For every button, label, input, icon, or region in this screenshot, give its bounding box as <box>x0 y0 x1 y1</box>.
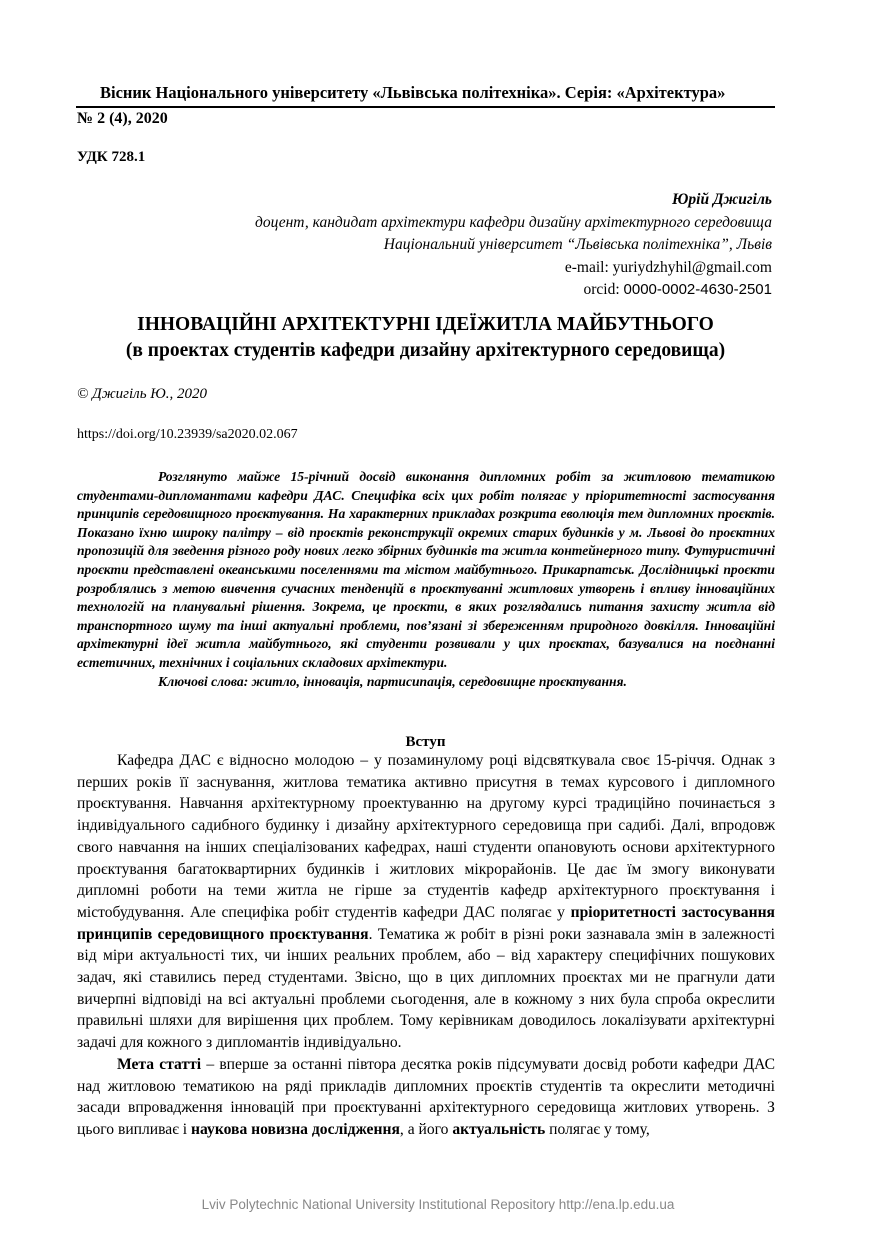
article-title <box>76 312 775 364</box>
abstract-text: Розглянуто майже 15-річний досвід виконання дипломних робіт за житловою тематикою студентами-дипломантами кафедри ДАС. Специфіка всіх цих робіт полягає у пріоритетності застосування принципів середовищного проєктування. На характерних прикладах розкрита еволюція тем дипломних проєктів. Показано їхню широку палітру – від проєктів реконструкції окремих старих будинків у м. Львові до проєктних пропозицій для зведення різного роду нових легко збірних будинків та житла контейнерного типу. Футуристичні проєкти представлені океанськими поселеннями та містом майбутнього. Прикарпатськ. Дослідницькі проєкти розроблялись з метою вивчення сучасних тенденцій в проєктуванні житлових утворень і впливу інноваційних технологій на планувальні рішення. Зокрема, це проєкти, в яких розглядались питання захисту житла від транспортного шуму та інші актуальні проблеми, пов’язані зі збереженням природного довкілля. Інноваційні архітектурні ідеї житла майбутнього, які студенти розвивали у цих проєктах, базувалися на поєднанні естетичних, технічних і соціальних складових архітектури. <box>77 469 775 670</box>
doi-link[interactable]: https://doi.org/10.23939/sa2020.02.067 <box>77 427 298 442</box>
abstract <box>77 468 775 691</box>
title-subtitle: (в проектах студентів кафедри дизайну архітектурного середовища) <box>125 340 726 361</box>
author-position: доцент, кандидат архітектури кафедри дизайну архітектурного середовища <box>255 213 772 231</box>
author-affiliation: Національний університет “Львівська політехніка”, Львів <box>383 236 772 253</box>
emphasis-priority: пріоритетності застосування принципів середовищного проєктування <box>77 903 775 943</box>
intro-body <box>77 750 775 1141</box>
title-main: ІННОВАЦІЙНІ АРХІТЕКТУРНІ ІДЕЇЖИТЛА МАЙБУТНЬОГО <box>137 314 714 335</box>
keywords: Ключові слова: житло, інновація, партисипація, середовищне проєктування. <box>158 673 627 689</box>
emphasis-aim: Мета статті <box>117 1055 202 1073</box>
udc-code: УДК 728.1 <box>77 149 146 165</box>
author-block <box>255 189 772 302</box>
orcid-label: orcid: <box>583 281 624 298</box>
journal-header: Вісник Національного університету «Львівська політехніка». Серія: «Архітектура» <box>100 83 726 102</box>
emphasis-novelty: наукова новизна дослідження <box>191 1120 400 1138</box>
author-email[interactable]: e-mail: yuriydzhyhil@gmail.com <box>564 258 772 276</box>
author-name: Юрій Джигіль <box>672 191 772 208</box>
section-heading-intro: Вступ <box>405 734 446 750</box>
intro-paragraph-1: Кафедра ДАС є відносно молодою – у позаминулому році відсвяткувала своє 15-річчя. Однак з перших років її заснування, житлова тематика активно присутня в темах курсового і дипломного проєктування. Навчання архітектурному проектуванню на другому курсі традиційно починається з індивідуального садибного будинку і дизайну архітектурного середовища при садибі. Далі, впродовж свого навчання на інших спеціалізованих кафедрах, наші студенти опановують основи архітектурного проєктування багатоквартирних будинків і житлових мікрорайонів. Це дає їм змогу виконувати дипломні роботи на теми житла не гірше за студентів кафедр архітектурного проєктування і містобудування. Але специфіка робіт студентів кафедри ДАС полягає у пріоритетності застосування принципів середовищного проєктування. Тематика ж робіт в різні роки зазнавала змін в залежності від міри актуальності тих, чи інших реальних проблем, або – від характеру специфічних пошукових задач, які ставились перед студентами. Звісно, що в цих дипломних проєктах ми не прагнули дати вичерпні відповіді на всі актуальні проблеми сьогодення, але в кожному з них була спроба окреслити правильні шляхи для вирішення цих проблем. Тому керівникам доводилось локалізувати архітектурні задачі для кожного з дипломантів індивідуально. <box>77 752 776 1052</box>
author-orcid <box>255 279 772 302</box>
header-divider <box>76 106 775 108</box>
emphasis-relevance: актуальність <box>452 1120 546 1138</box>
repository-footer: Lviv Polytechnic National University Institutional Repository http://ena.lp.edu.ua <box>201 1197 675 1212</box>
intro-paragraph-2: Мета статті – вперше за останні півтора десятка років підсумувати досвід роботи кафедри ДАС над житловою тематикою на ряді прикладів дипломних проєктів студентів та окреслити методичні засади впровадження інновацій при проєктуванні архітектурного середовища житлових утворень. З цього випливає і наукова новизна дослідження, а його актуальність полягає у тому, <box>77 1055 775 1138</box>
copyright-line: © Джигіль Ю., 2020 <box>77 386 208 402</box>
orcid-id[interactable]: 0000-0002-4630-2501 <box>623 281 772 298</box>
issue-number: № 2 (4), 2020 <box>77 110 168 127</box>
